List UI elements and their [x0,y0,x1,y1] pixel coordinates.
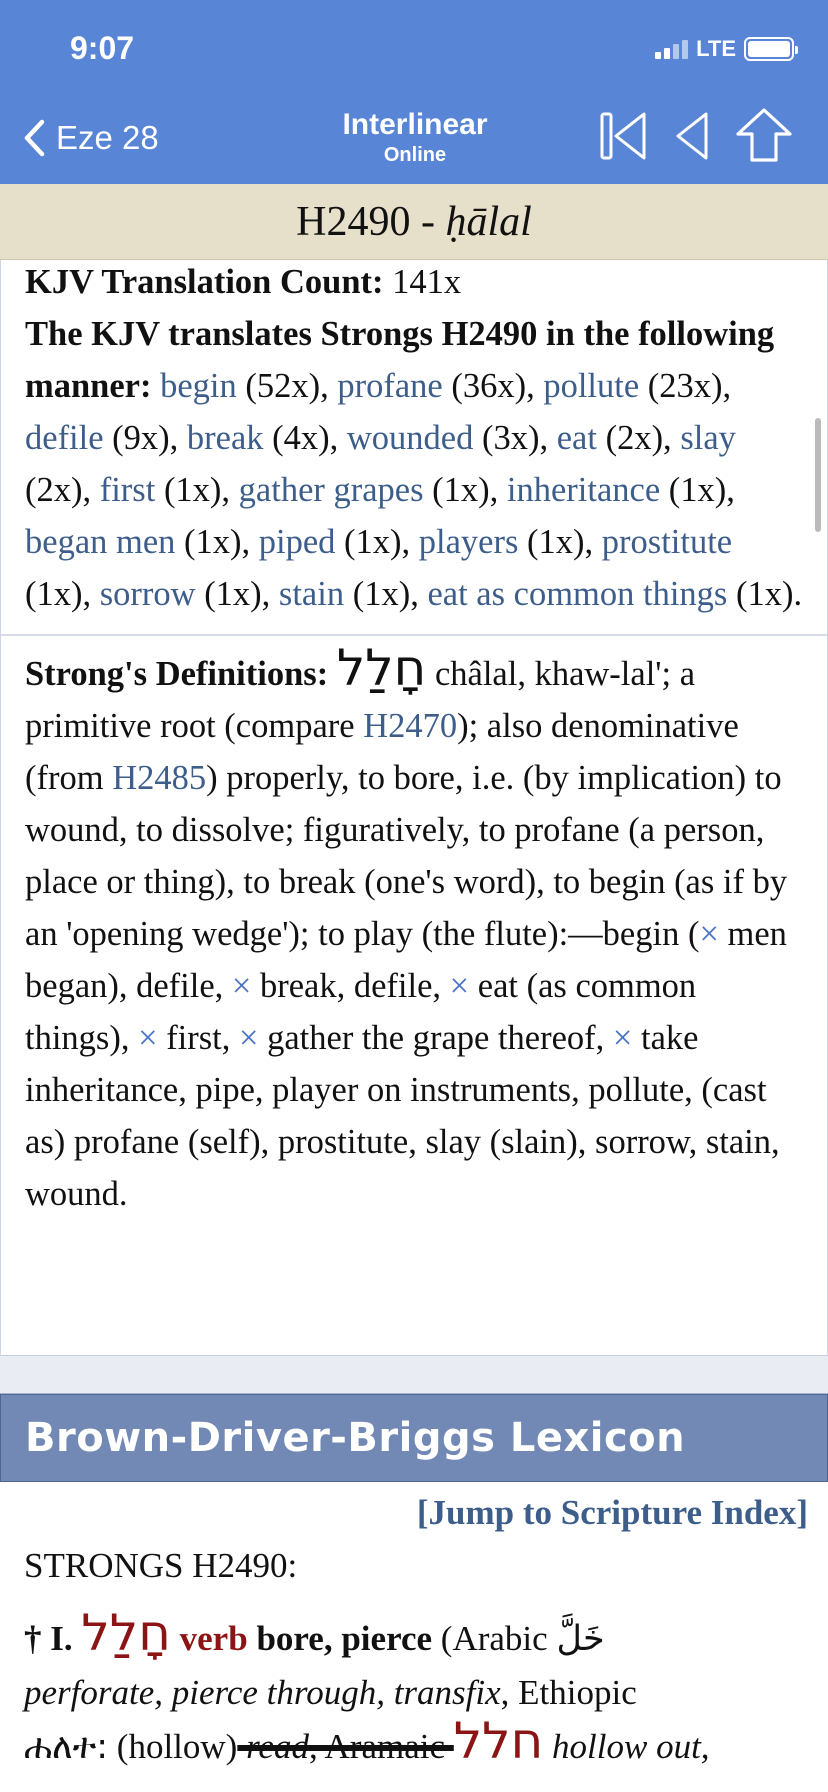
kjv-word-count: (9x), [103,419,187,457]
definition-text: eat (as common things), [25,967,697,1057]
scrollbar[interactable] [815,418,821,532]
kjv-word-link[interactable]: begin [160,367,237,405]
aramaic-hebrew-word: חלל [453,1712,544,1770]
strongs-number: H2490 - [296,198,435,245]
kjv-word-count: (1x), [660,471,735,509]
kjv-word-count: (1x). [727,575,803,613]
part-of-speech: verb [170,1619,248,1658]
kjv-count-label: KJV Translation Count: [25,263,384,301]
section-divider [1,634,827,636]
jump-to-scripture-index-link[interactable]: [Jump to Scripture Index] [416,1493,808,1532]
times-symbol: × [699,915,719,953]
kjv-word-count: (2x), [596,419,681,457]
toolbar [598,106,794,166]
bdb-entry-text [24,1604,804,1774]
kjv-word-link[interactable]: eat [556,419,597,457]
bdb-title: Brown-Driver-Briggs Lexicon [0,1394,828,1482]
kjv-word-count: (2x), [25,471,100,509]
kjv-word-count: (23x), [639,367,732,405]
definition-text: break, defile, [251,967,450,1005]
kjv-word-link[interactable]: players [418,523,519,561]
kjv-count-value: 141x [383,263,462,301]
kjv-word-count: (1x), [335,523,419,561]
transliteration: ḥālal [445,198,532,245]
kjv-word-count: (1x), [175,523,259,561]
kjv-word-count: (52x), [236,367,338,405]
kjv-word-link[interactable]: gather grapes [238,471,424,509]
back-button[interactable] [22,118,159,158]
kjv-word-link[interactable]: profane [337,367,443,405]
kjv-word-link[interactable]: first [99,471,156,509]
strongs-label: Strong's Definitions: [25,655,329,693]
kjv-word-count: (1x), [344,575,428,613]
times-symbol: × [239,1019,259,1057]
link-h2470[interactable]: H2470 [363,707,458,745]
kjv-word-link[interactable]: defile [25,419,104,457]
bdb-hebrew-word: חָלַל [81,1604,171,1662]
definition-text: take inheritance, pipe, player on instruments, pollute, (cast as) profane (self), prostitute, slay (slain), sorrow, stain, wound. [25,1019,780,1213]
arabic-word: خَلَّ [556,1619,605,1659]
kjv-word-count: (1x), [25,575,100,613]
network-label: LTE [696,36,736,61]
ethiopic-label: , Ethiopic [500,1673,637,1712]
bdb-lexicon-section [0,1393,828,1792]
kjv-word-count: (1x), [155,471,239,509]
kjv-word-link[interactable]: inheritance [506,471,661,509]
definition-text: ) properly, to bore, i.e. (by implication) to wound, to dissolve; figuratively, to profane (a person, place or thing), to break (one's word), to begin (as if by an 'opening wedge'); to play (the flute):—begin ( [25,759,788,953]
chevron-left-icon [22,118,46,158]
strongs-definition-section [1,639,827,1220]
kjv-word-link[interactable]: wounded [346,419,474,457]
kjv-translation-section [1,256,827,620]
kjv-intro: The KJV translates Strongs H2490 in the following manner: [25,315,775,405]
kjv-translation-list [25,308,803,620]
battery-icon [744,37,794,61]
back-label: Eze 28 [56,119,159,156]
skip-to-start-icon[interactable] [598,108,650,164]
kjv-word-count: (1x), [423,471,507,509]
subtitle-text: Online [383,144,447,166]
geez-word: ሐለተ: [24,1727,109,1767]
kjv-word-link[interactable]: pollute [543,367,640,405]
times-symbol: × [612,1019,633,1057]
title-text: Interlinear [342,108,488,141]
struck-aramaic: , Aramaic [308,1727,454,1766]
perforate-gloss: perforate, pierce through, transfix [24,1673,501,1712]
page-title [310,108,520,168]
kjv-word-link[interactable]: prostitute [601,523,733,561]
times-symbol: × [449,967,470,1005]
kjv-word-link[interactable]: eat as common things [427,575,728,613]
kjv-word-count: (1x), [195,575,279,613]
bdb-entry [0,1536,828,1774]
link-h2485[interactable]: H2485 [112,759,207,797]
times-symbol: × [231,967,252,1005]
definition-card [0,260,828,1356]
struck-read: read [237,1727,309,1766]
gloss: bore, pierce [247,1619,433,1658]
hollow-out-gloss: hollow out, [543,1727,710,1766]
definition-text: first, [157,1019,240,1057]
arabic-intro: (Arabic [432,1619,557,1658]
definition-text: gather the grape thereof, [258,1019,613,1057]
status-indicators [655,36,794,62]
kjv-word-link[interactable]: piped [258,523,336,561]
definition-text: men began), defile, [25,915,787,1005]
kjv-word-link[interactable]: stain [278,575,345,613]
definition-text: ); also denominative (from [25,707,739,797]
status-time: 9:07 [70,30,135,66]
kjv-word-count: (3x), [473,419,557,457]
navigation-bar [0,0,828,184]
entry-prefix: † I. [24,1619,82,1658]
hebrew-word: חָלַל [336,639,427,697]
times-symbol: × [138,1019,158,1057]
kjv-word-link[interactable]: began men [25,523,176,561]
word-header [0,184,828,260]
signal-icon [655,39,688,59]
hollow-text: (hollow) [108,1727,238,1766]
kjv-word-link[interactable]: slay [680,419,736,457]
kjv-word-count: (4x), [263,419,347,457]
kjv-word-link[interactable]: sorrow [99,575,196,613]
kjv-word-count: (36x), [442,367,544,405]
share-up-arrow-icon[interactable] [734,106,794,166]
previous-icon[interactable] [672,108,712,164]
kjv-word-count: (1x), [518,523,602,561]
bdb-strongs-line: STRONGS H2490: [24,1546,298,1585]
kjv-word-link[interactable]: break [186,419,264,457]
definition-text: châlal, khaw-lal'; a primitive root (compare [25,655,696,745]
